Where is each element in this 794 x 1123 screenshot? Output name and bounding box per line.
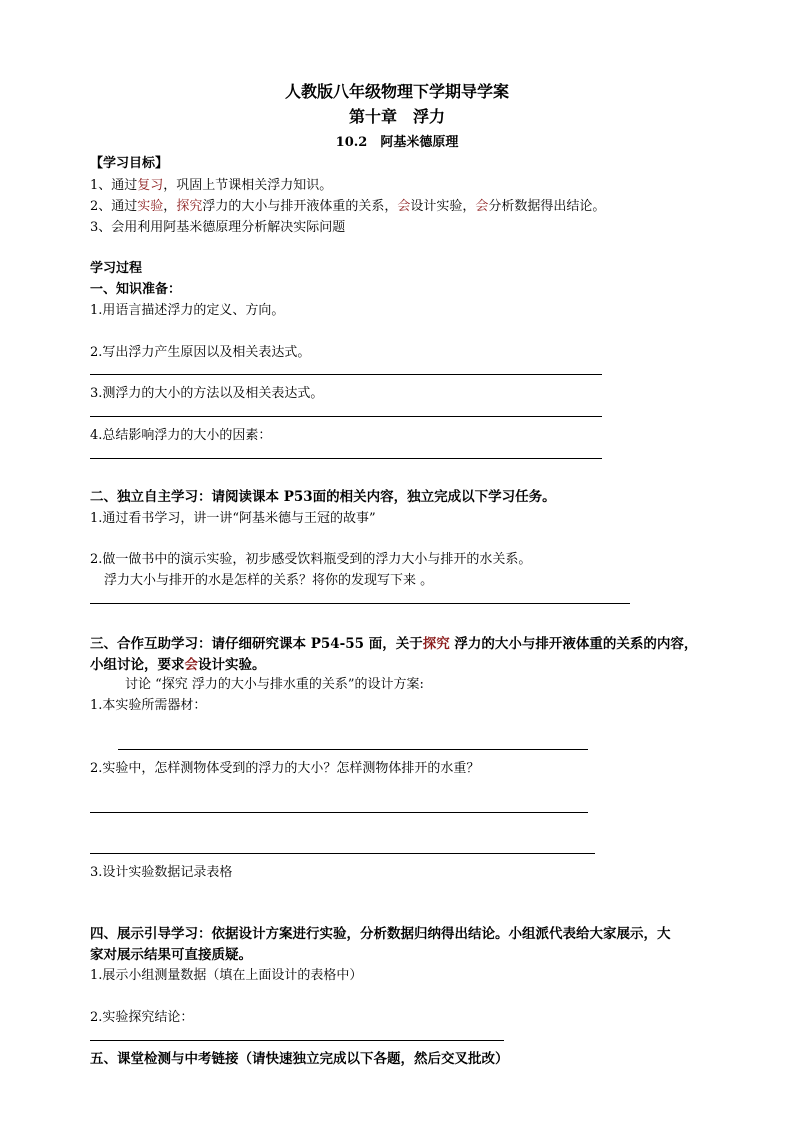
s4-question-2: 2.实验探究结论： — [90, 1010, 194, 1025]
s3-question-3: 3.设计实验数据记录表格 — [90, 865, 233, 880]
section-3-heading: 三、合作互助学习：请仔细研究课本 P54-55 面，关于探究 浮力的大小与排开液体重的关系的内容， — [90, 636, 698, 652]
section-5-heading: 五、课堂检测与中考链接（请快速独立完成以下各题，然后交叉批改） — [90, 1051, 509, 1067]
answer-line[interactable] — [90, 374, 602, 375]
answer-line[interactable] — [90, 458, 602, 459]
section-4-heading: 四、展示引导学习：依据设计方案进行实验，分析数据归纳得出结论。小组派代表给大家展示，大 — [90, 926, 671, 942]
answer-line[interactable] — [90, 812, 588, 813]
s1-question-4: 4.总结影响浮力的大小的因素： — [90, 428, 272, 443]
s3-question-2: 2.实验中，怎样测物体受到的浮力的大小？怎样测物体排开的水重？ — [90, 761, 480, 776]
answer-line[interactable] — [118, 749, 588, 750]
s1-question-1: 1.用语言描述浮力的定义、方向。 — [90, 303, 285, 318]
s2-question-1: 1.通过看书学习，讲一讲“阿基米德与王冠的故事” — [90, 511, 376, 526]
goals-heading: 【学习目标】 — [90, 156, 169, 171]
s2-question-2: 2.做一做书中的演示实验，初步感受饮料瓶受到的浮力大小与排开的水关系。 — [90, 552, 532, 567]
answer-line[interactable] — [90, 853, 595, 854]
lesson-title: 10.2 阿基米德原理 — [335, 135, 459, 150]
goal-item-3: 3、会用利用阿基米德原理分析解决实际问题 — [90, 220, 346, 235]
s1-question-3: 3.测浮力的大小的方法以及相关表达式。 — [90, 386, 324, 401]
goal-item-1: 1、通过复习，巩固上节课相关浮力知识。 — [90, 178, 333, 193]
chapter-title: 第十章 浮力 — [348, 107, 445, 126]
goal-item-2: 2、通过实验，探究浮力的大小与排开液体重的关系，会设计实验，会分析数据得出结论。 — [90, 199, 606, 214]
s2-question-2b: 浮力大小与排开的水是怎样的关系？将你的发现写下来 。 — [104, 573, 434, 588]
s4-question-1: 1.展示小组测量数据（填在上面设计的表格中） — [90, 968, 363, 983]
s3-discussion: 讨论 “探究 浮力的大小与排水重的关系”的设计方案: — [125, 677, 424, 692]
answer-line[interactable] — [90, 416, 602, 417]
document-title: 人教版八年级物理下学期导学案 — [284, 82, 509, 101]
section-3-heading-cont: 小组讨论，要求会设计实验。 — [90, 657, 266, 673]
section-1-heading: 一、知识准备： — [90, 282, 182, 297]
s1-question-2: 2.写出浮力产生原因以及相关表达式。 — [90, 345, 311, 360]
s3-question-1: 1.本实验所需器材： — [90, 698, 207, 713]
section-4-heading-cont: 家对展示结果可直接质疑。 — [90, 947, 252, 963]
section-2-heading: 二、独立自主学习：请阅读课本 P53面的相关内容，独立完成以下学习任务。 — [90, 489, 556, 505]
answer-line[interactable] — [90, 603, 630, 604]
process-heading: 学习过程 — [90, 261, 143, 276]
answer-line[interactable] — [90, 1040, 504, 1041]
